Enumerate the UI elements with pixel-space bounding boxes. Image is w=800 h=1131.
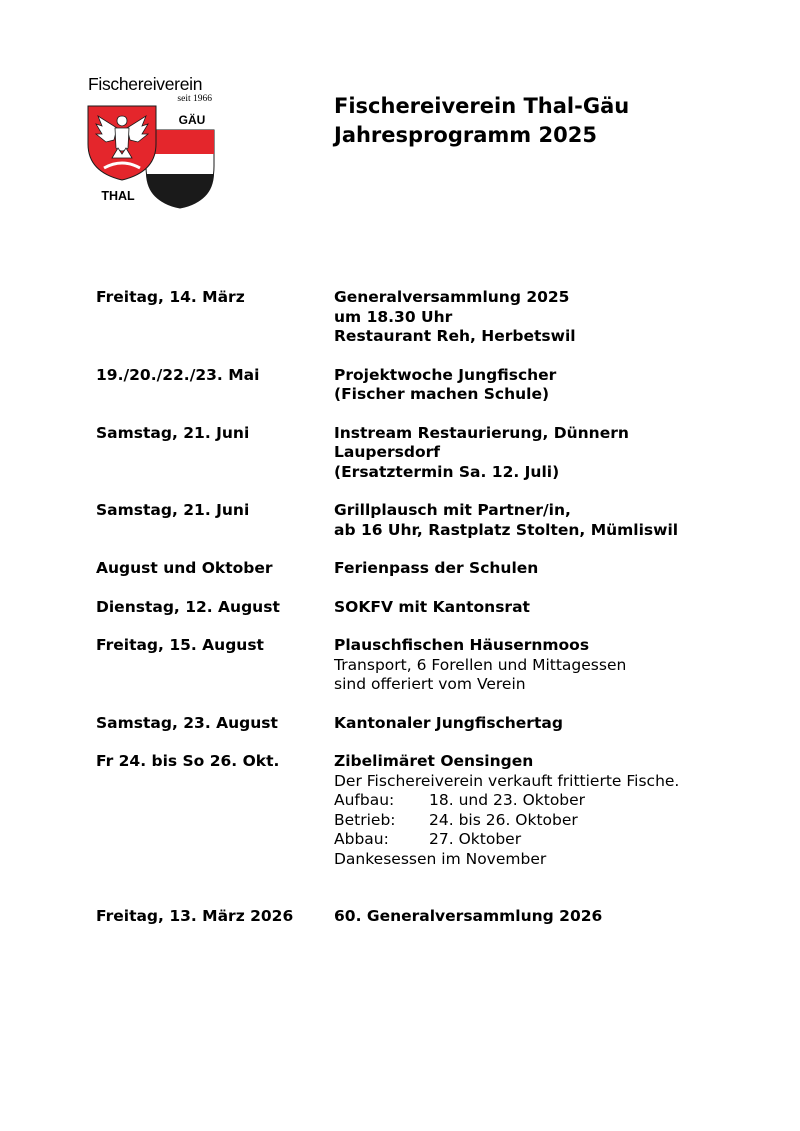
logo-right-label: GÄU	[178, 113, 206, 127]
event-detail: Laupersdorf	[334, 443, 440, 461]
event-date: 19./20./22./23. Mai	[96, 365, 260, 384]
event-title: 60. Generalversammlung 2026	[334, 907, 603, 925]
detail-label: Aufbau:	[334, 791, 395, 809]
event-description	[334, 636, 776, 695]
event-title: Instream Restaurierung, Dünnern	[334, 423, 629, 442]
event-detail: (Fischer machen Schule)	[334, 385, 550, 403]
event-title: Ferienpass der Schulen	[334, 559, 539, 577]
detail-value: 18. und 23. Oktober	[429, 791, 586, 809]
event-row	[96, 424, 776, 483]
event-title: SOKFV mit Kantonsrat	[334, 597, 530, 616]
event-detail-row	[334, 830, 776, 850]
event-date: August und Oktober	[96, 559, 273, 577]
detail-value: 27. Oktober	[429, 830, 522, 848]
event-row	[96, 366, 776, 405]
event-row	[96, 714, 776, 734]
title-line-1: Fischereiverein Thal-Gäu	[334, 94, 630, 118]
event-date: Samstag, 21. Juni	[96, 423, 250, 442]
event-title: Projektwoche Jungfischer	[334, 365, 557, 384]
event-note: Dankesessen im November	[334, 849, 547, 868]
event-description	[334, 366, 776, 405]
event-detail: (Ersatztermin Sa. 12. Juli)	[334, 462, 560, 481]
event-schedule	[96, 288, 776, 927]
event-date: Fr 24. bis So 26. Okt.	[96, 752, 280, 770]
event-title: Grillplausch mit Partner/in,	[334, 501, 571, 519]
logo-since: seit 1966	[177, 94, 212, 104]
event-detail: ab 16 Uhr, Rastplatz Stolten, Mümliswil	[334, 520, 679, 539]
event-description	[334, 714, 776, 734]
event-row	[96, 501, 776, 540]
event-title: Generalversammlung 2025	[334, 288, 570, 306]
event-row	[96, 752, 776, 869]
coat-of-arms-icon	[84, 102, 224, 212]
detail-label: Betrieb:	[334, 810, 396, 829]
event-date: Samstag, 21. Juni	[96, 501, 250, 519]
detail-value: 24. bis 26. Oktober	[429, 810, 578, 829]
club-logo	[84, 74, 224, 212]
event-row	[96, 636, 776, 695]
event-note: Der Fischereiverein verkauft frittierte Fische.	[334, 771, 680, 790]
title-line-2: Jahresprogramm 2025	[334, 123, 597, 147]
page-title	[334, 92, 629, 150]
event-detail: Restaurant Reh, Herbetswil	[334, 327, 576, 345]
event-title: Zibelimäret Oensingen	[334, 752, 534, 770]
event-row	[96, 907, 776, 927]
event-date: Freitag, 14. März	[96, 288, 245, 306]
event-detail-row	[334, 811, 776, 831]
event-date: Samstag, 23. August	[96, 713, 278, 732]
event-description	[334, 598, 776, 618]
event-note: Transport, 6 Forellen und Mittagessen	[334, 655, 627, 674]
event-description	[334, 288, 776, 347]
event-description	[334, 424, 776, 483]
event-note: sind offeriert vom Verein	[334, 675, 526, 693]
event-row	[96, 559, 776, 579]
event-date: Freitag, 15. August	[96, 636, 264, 654]
logo-left-label: THAL	[101, 189, 135, 203]
event-title: Kantonaler Jungfischertag	[334, 713, 563, 732]
event-date: Freitag, 13. März 2026	[96, 907, 294, 925]
event-detail: um 18.30 Uhr	[334, 307, 453, 326]
event-row	[96, 598, 776, 618]
event-description	[334, 907, 776, 927]
event-date: Dienstag, 12. August	[96, 597, 280, 616]
event-description	[334, 559, 776, 579]
logo-name: Fischereiverein	[88, 74, 203, 94]
detail-label: Abbau:	[334, 830, 389, 848]
event-title: Plauschfischen Häusernmoos	[334, 636, 590, 654]
event-description	[334, 501, 776, 540]
event-description	[334, 752, 776, 869]
event-detail-row	[334, 791, 776, 811]
event-row	[96, 288, 776, 347]
